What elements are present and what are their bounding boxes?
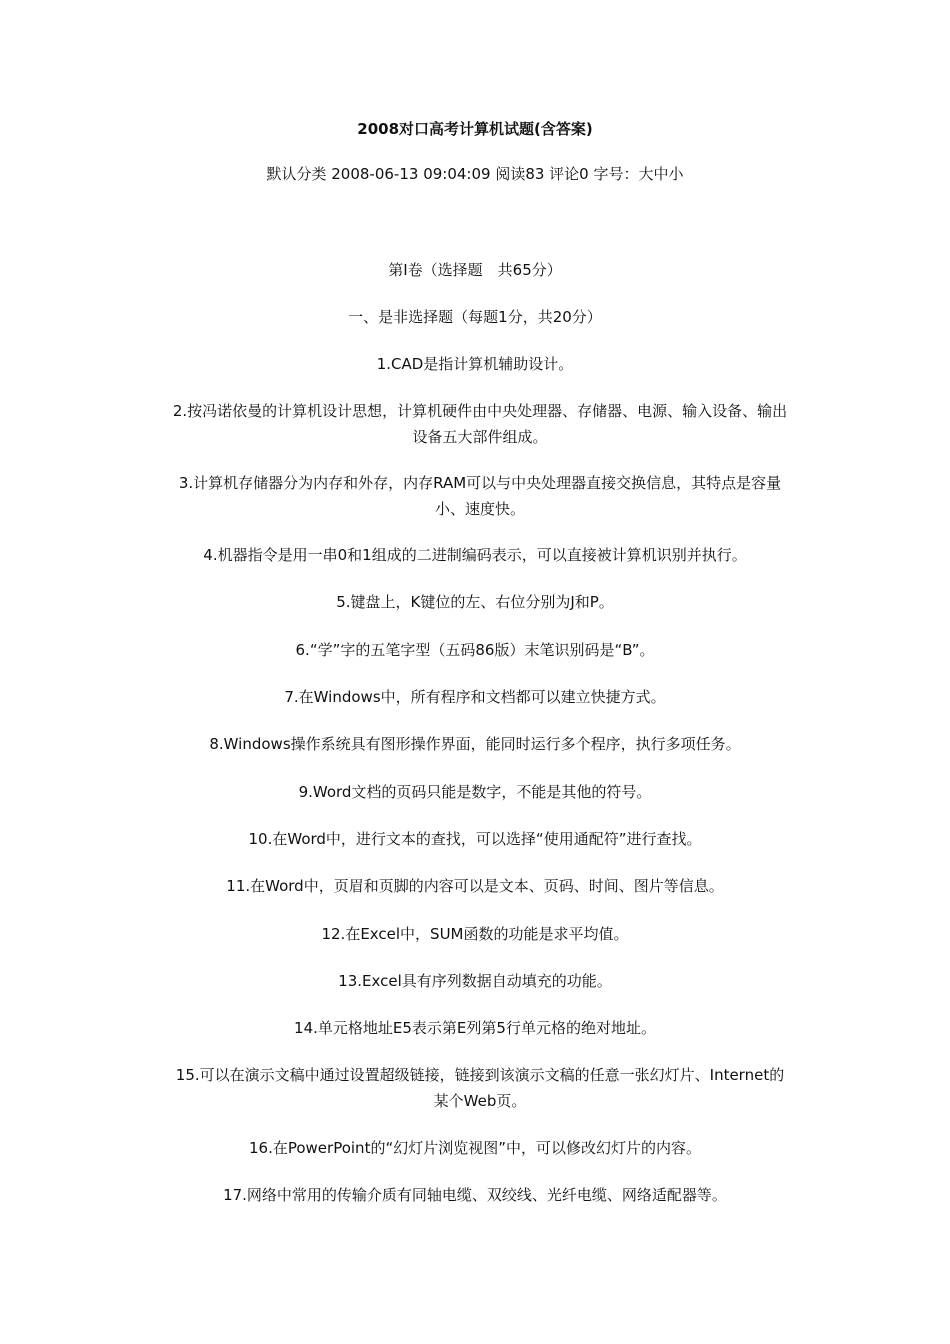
section-title: 第I卷（选择题 共65分） xyxy=(388,261,562,279)
question-13: 13.Excel具有序列数据自动填充的功能。 xyxy=(338,972,612,990)
question-17: 17.网络中常用的传输介质有同轴电缆、双绞线、光纤电缆、网络适配器等。 xyxy=(223,1186,727,1204)
question-3: 3.计算机存储器分为内存和外存，内存RAM可以与中央处理器直接交换信息，其特点是容量小、速度快。 xyxy=(178,474,782,518)
question-16: 16.在PowerPoint的“幻灯片浏览视图”中，可以修改幻灯片的内容。 xyxy=(249,1139,701,1157)
question-10: 10.在Word中，进行文本的查找，可以选择“使用通配符”进行查找。 xyxy=(248,830,702,848)
question-11: 11.在Word中，页眉和页脚的内容可以是文本、页码、时间、图片等信息。 xyxy=(226,877,724,895)
question-14: 14.单元格地址E5表示第E列第5行单元格的绝对地址。 xyxy=(294,1019,656,1037)
document-title: 2008对口高考计算机试题(含答案) xyxy=(357,120,593,138)
question-2: 2.按冯诺依曼的计算机设计思想，计算机硬件由中央处理器、存储器、电源、输入设备、输出设备五大部件组成。 xyxy=(172,402,788,446)
question-1: 1.CAD是指计算机辅助设计。 xyxy=(376,355,574,373)
question-8: 8.Windows操作系统具有图形操作界面，能同时运行多个程序，执行多项任务。 xyxy=(209,735,741,753)
question-12: 12.在Excel中，SUM函数的功能是求平均值。 xyxy=(321,925,629,943)
question-15: 15.可以在演示文稿中通过设置超级链接，链接到该演示文稿的任意一张幻灯片、Internet的某个Web页。 xyxy=(175,1066,785,1110)
document-meta: 默认分类 2008-06-13 09:04:09 阅读83 评论0 字号：大中小 xyxy=(266,165,684,183)
question-5: 5.键盘上，K键位的左、右位分别为J和P。 xyxy=(336,593,614,611)
question-4: 4.机器指令是用一串0和1组成的二进制编码表示，可以直接被计算机识别并执行。 xyxy=(203,546,747,564)
question-9: 9.Word文档的页码只能是数字，不能是其他的符号。 xyxy=(298,783,652,801)
question-6: 6.“学”字的五笔字型（五码86版）末笔识别码是“B”。 xyxy=(295,641,655,659)
question-7: 7.在Windows中，所有程序和文档都可以建立快捷方式。 xyxy=(284,688,666,706)
part-title: 一、是非选择题（每题1分，共20分） xyxy=(348,308,602,326)
